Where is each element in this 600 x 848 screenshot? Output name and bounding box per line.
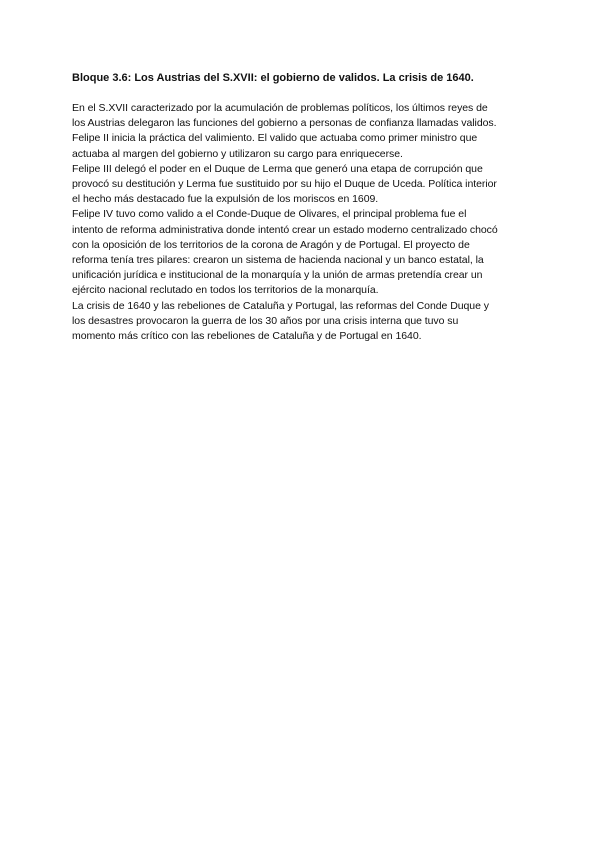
- text-line: intento de reforma administrativa donde intentó crear un estado moderno centralizado chocó: [72, 223, 498, 236]
- text-line: Felipe II inicia la práctica del valimiento. El valido que actuaba como primer ministro que: [72, 132, 478, 145]
- text-line: Felipe III delegó el poder en el Duque de Lerma que generó una etapa de corrupción que: [72, 162, 483, 175]
- text-line: el hecho más destacado fue la expulsión de los moriscos en 1609.: [72, 193, 379, 206]
- text-line: con la oposición de los territorios de la corona de Aragón y de Portugal. El proyecto de: [72, 238, 470, 251]
- text-line: provocó su destitución y Lerma fue sustituido por su hijo el Duque de Uceda. Política interior: [72, 178, 497, 191]
- paragraph-crisis-1640: [72, 299, 542, 345]
- text-line: los desastres provocaron la guerra de los 30 años por una crisis interna que tuvo su: [72, 314, 459, 327]
- text-line: La crisis de 1640 y las rebeliones de Cataluña y Portugal, las reformas del Conde Duque y: [72, 299, 489, 312]
- paragraph-felipe-iii: [72, 162, 542, 208]
- text-line: los Austrias delegaron las funciones del gobierno a personas de confianza llamadas validos.: [72, 117, 497, 130]
- text-line: Felipe IV tuvo como valido a el Conde-Duque de Olivares, el principal problema fue el: [72, 208, 467, 221]
- document-content: [72, 70, 542, 344]
- text-line: momento más crítico con las rebeliones de Cataluña y de Portugal en 1640.: [72, 330, 422, 343]
- paragraph-intro: [72, 101, 542, 162]
- paragraph-felipe-iv: [72, 207, 542, 298]
- text-line: ejército nacional reclutado en todos los territorios de la monarquía.: [72, 284, 379, 297]
- document-title: Bloque 3.6: Los Austrias del S.XVII: el gobierno de validos. La crisis de 1640.: [72, 72, 474, 84]
- text-line: reforma tenía tres pilares: crearon un sistema de hacienda nacional y un banco estatal, la: [72, 254, 484, 267]
- text-line: En el S.XVII caracterizado por la acumulación de problemas políticos, los últimos reyes de: [72, 102, 488, 114]
- text-line: unificación jurídica e institucional de la monarquía y la unión de armas pretendía crear un: [72, 269, 483, 282]
- text-line: actuaba al margen del gobierno y utilizaron su cargo para enriquecerse.: [72, 147, 403, 160]
